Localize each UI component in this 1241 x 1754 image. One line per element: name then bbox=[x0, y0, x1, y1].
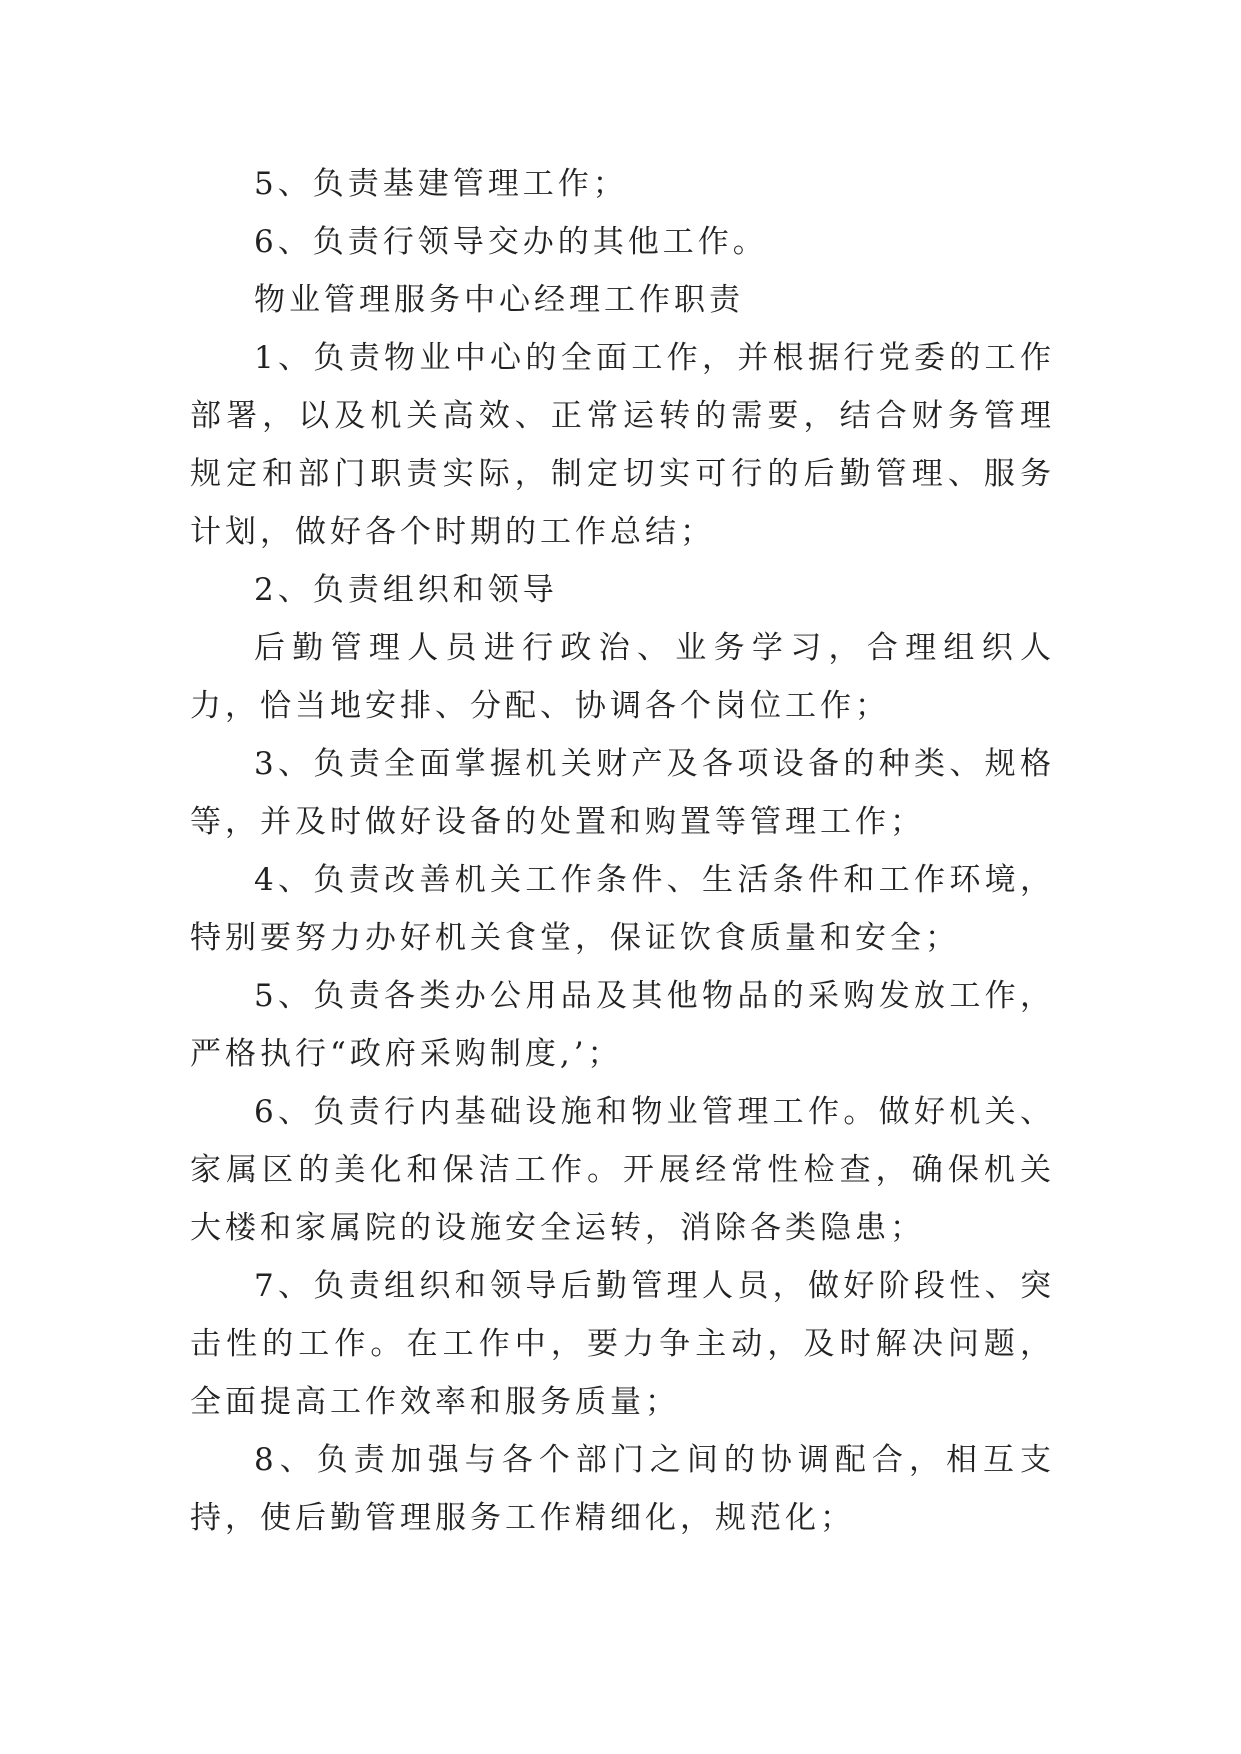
paragraph-duty-5: 5、负责各类办公用品及其他物品的采购发放工作，严格执行“政府采购制度,’； bbox=[190, 978, 1055, 1072]
paragraph-item-5-infrastructure: 5、负责基建管理工作； bbox=[254, 166, 628, 202]
document-body bbox=[190, 155, 1055, 1547]
section-heading: 物业管理服务中心经理工作职责 bbox=[254, 282, 744, 318]
paragraph-duty-8: 8、负责加强与各个部门之间的协调配合，相互支持，使后勤管理服务工作精细化，规范化； bbox=[190, 1442, 1055, 1536]
paragraph-duty-7: 7、负责组织和领导后勤管理人员，做好阶段性、突击性的工作。在工作中，要力争主动，及时解决问题，全面提高工作效率和服务质量； bbox=[190, 1268, 1055, 1420]
paragraph-duty-4: 4、负责改善机关工作条件、生活条件和工作环境，特别要努力办好机关食堂，保证饮食质量和安全； bbox=[190, 862, 1055, 956]
paragraph-duty-3: 3、负责全面掌握机关财产及各项设备的种类、规格等，并及时做好设备的处置和购置等管理工作； bbox=[190, 746, 1055, 840]
paragraph-item-6-other-tasks: 6、负责行领导交办的其他工作。 bbox=[254, 224, 768, 260]
paragraph-duty-2: 2、负责组织和领导 bbox=[254, 572, 558, 608]
paragraph-duty-6: 6、负责行内基础设施和物业管理工作。做好机关、家属区的美化和保洁工作。开展经常性检查，确保机关大楼和家属院的设施安全运转，消除各类隐患； bbox=[190, 1094, 1055, 1246]
paragraph-duty-1: 1、负责物业中心的全面工作，并根据行党委的工作部署，以及机关高效、正常运转的需要，结合财务管理规定和部门职责实际，制定切实可行的后勤管理、服务计划，做好各个时期的工作总结； bbox=[190, 340, 1055, 550]
paragraph-duty-2-continued: 后勤管理人员进行政治、业务学习，合理组织人力，恰当地安排、分配、协调各个岗位工作； bbox=[190, 630, 1055, 724]
